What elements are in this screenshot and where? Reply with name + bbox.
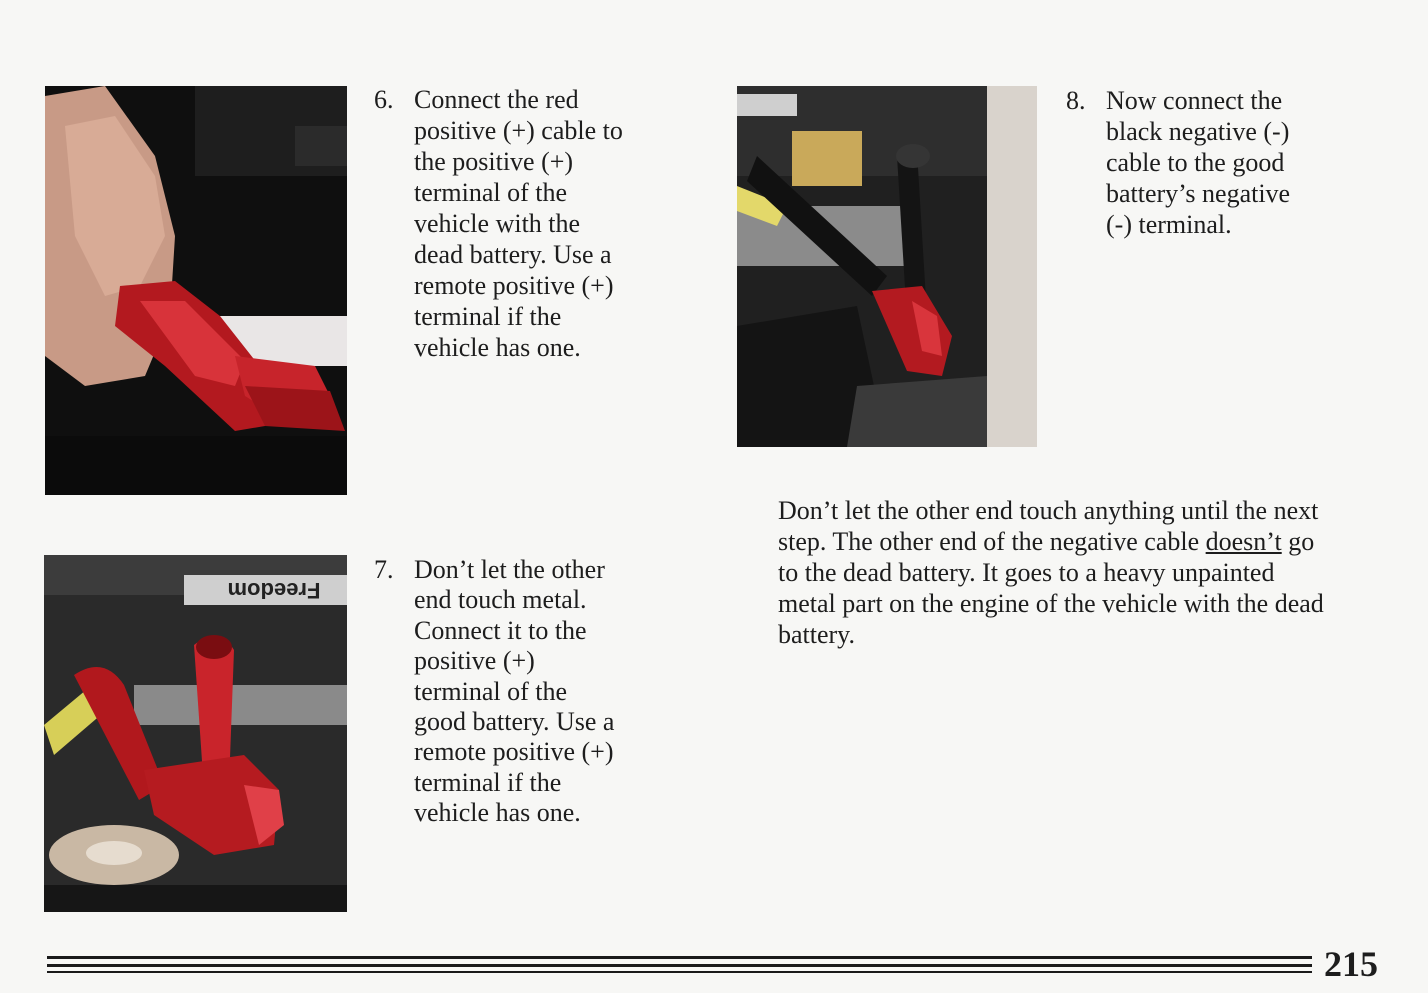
- step-6-number: 6.: [374, 85, 394, 114]
- step-7-text: [414, 555, 614, 829]
- step-8-text: [1106, 85, 1290, 240]
- underlined-word: doesn’t: [1205, 527, 1282, 556]
- footer-rule: [47, 956, 1312, 974]
- step-6-line: terminal if the: [414, 302, 562, 331]
- step-6-text: [414, 84, 623, 363]
- note-text: step. The other end of the negative cable: [778, 527, 1206, 556]
- step-7-line: end touch metal.: [414, 585, 587, 615]
- step-8-line: (-) terminal.: [1106, 210, 1232, 239]
- step-8-number: 8.: [1066, 86, 1086, 115]
- step-7-line: terminal if the: [414, 767, 562, 797]
- step-7-line: remote positive (+): [414, 737, 614, 767]
- note-line: [778, 526, 1378, 557]
- note-line: battery.: [778, 620, 855, 649]
- step-6-line: the positive (+): [414, 147, 574, 176]
- step-8-line: battery’s negative: [1106, 179, 1291, 208]
- step-7-line: positive (+): [414, 646, 535, 676]
- note-line: Don’t let the other end touch anything until the next: [778, 496, 1319, 525]
- step-6-line: positive (+) cable to: [414, 116, 623, 145]
- step-6-line: terminal of the: [414, 178, 568, 207]
- step-7-line: vehicle has one.: [414, 798, 581, 828]
- step-6-line: remote positive (+): [414, 271, 614, 300]
- step-7-line: good battery. Use a: [414, 707, 615, 737]
- negative-cable-note: [778, 495, 1378, 650]
- step-8-line: black negative (-): [1106, 117, 1290, 146]
- step-8-line: Now connect the: [1106, 86, 1283, 115]
- photo-step-6-red-clamp: [45, 86, 347, 495]
- step-6-line: dead battery. Use a: [414, 240, 612, 269]
- step-6-line: vehicle has one.: [414, 333, 581, 362]
- step-7-line: Don’t let the other: [414, 555, 605, 584]
- step-8-line: cable to the good: [1106, 148, 1285, 177]
- photo-step-7-battery-clamps: [44, 555, 347, 912]
- photo-step-8-negative-cable: [737, 86, 1037, 447]
- step-7-number: 7.: [374, 555, 394, 584]
- step-7-line: terminal of the: [414, 676, 568, 706]
- note-line: to the dead battery. It goes to a heavy unpainted: [778, 558, 1275, 587]
- battery-brand-label: Freedom: [227, 578, 321, 603]
- step-6-line: Connect the red: [414, 85, 579, 114]
- step-7-line: Connect it to the: [414, 615, 587, 645]
- page-number: 215: [1324, 944, 1378, 984]
- note-text: go: [1281, 527, 1315, 556]
- note-line: metal part on the engine of the vehicle with the dead: [778, 589, 1324, 618]
- step-6-line: vehicle with the: [414, 209, 581, 238]
